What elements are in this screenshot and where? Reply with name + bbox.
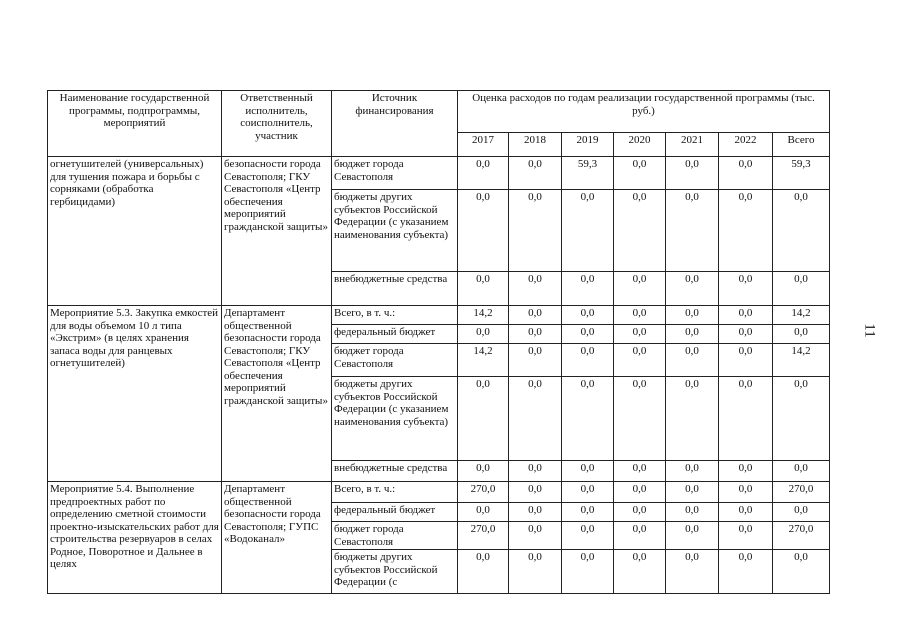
- header-executor: Ответственный исполнитель, соисполнитель, участник: [222, 91, 332, 157]
- year-header: 2017: [458, 133, 509, 157]
- value-cell: 0,0: [719, 190, 773, 272]
- value-cell: 0,0: [562, 272, 614, 306]
- value-cell: 0,0: [509, 550, 562, 594]
- funding-source: бюджет города Севастополя: [332, 157, 458, 190]
- value-cell: 0,0: [614, 157, 666, 190]
- value-cell: 0,0: [614, 325, 666, 344]
- year-header: 2018: [509, 133, 562, 157]
- total-cell: 0,0: [773, 461, 830, 482]
- value-cell: 270,0: [458, 482, 509, 503]
- value-cell: 0,0: [719, 377, 773, 461]
- header-source: Источник финансирования: [332, 91, 458, 157]
- total-cell: 0,0: [773, 503, 830, 522]
- total-cell: 0,0: [773, 550, 830, 594]
- value-cell: 0,0: [458, 325, 509, 344]
- value-cell: 0,0: [666, 461, 719, 482]
- budget-table: [47, 90, 830, 594]
- value-cell: 0,0: [509, 190, 562, 272]
- total-header: Всего: [773, 133, 830, 157]
- value-cell: 14,2: [458, 306, 509, 325]
- total-cell: 0,0: [773, 377, 830, 461]
- funding-source: федеральный бюджет: [332, 325, 458, 344]
- value-cell: 0,0: [509, 272, 562, 306]
- total-cell: 0,0: [773, 325, 830, 344]
- total-cell: 59,3: [773, 157, 830, 190]
- total-cell: 14,2: [773, 306, 830, 325]
- table-row: [48, 157, 830, 190]
- value-cell: 0,0: [509, 157, 562, 190]
- measure-name: Мероприятие 5.4. Выполнение предпроектных работ по определению сметной стоимости проектно-изыскательских работ для строительства резервуаров в селах Родное, Поворотное и Дальнее в целях: [48, 482, 222, 594]
- value-cell: 0,0: [614, 272, 666, 306]
- funding-source: внебюджетные средства: [332, 461, 458, 482]
- value-cell: 0,0: [719, 522, 773, 550]
- table-row: [48, 306, 830, 325]
- value-cell: 0,0: [614, 377, 666, 461]
- value-cell: 0,0: [614, 522, 666, 550]
- value-cell: 0,0: [666, 522, 719, 550]
- funding-source: внебюджетные средства: [332, 272, 458, 306]
- value-cell: 0,0: [719, 272, 773, 306]
- funding-source: Всего, в т. ч.:: [332, 482, 458, 503]
- header-estimate: Оценка расходов по годам реализации государственной программы (тыс. руб.): [458, 91, 830, 133]
- value-cell: 0,0: [719, 306, 773, 325]
- value-cell: 0,0: [509, 461, 562, 482]
- header-name: Наименование государственной программы, подпрограммы, мероприятий: [48, 91, 222, 157]
- year-header: 2022: [719, 133, 773, 157]
- value-cell: 0,0: [562, 377, 614, 461]
- value-cell: 0,0: [509, 377, 562, 461]
- funding-source: бюджеты других субъектов Российской Федерации (с указанием наименования субъекта): [332, 377, 458, 461]
- value-cell: 0,0: [719, 482, 773, 503]
- value-cell: 0,0: [719, 344, 773, 377]
- value-cell: 0,0: [666, 157, 719, 190]
- value-cell: 0,0: [666, 377, 719, 461]
- funding-source: бюджеты других субъектов Российской Федерации (с указанием наименования субъекта): [332, 190, 458, 272]
- value-cell: 0,0: [562, 550, 614, 594]
- total-cell: 270,0: [773, 522, 830, 550]
- value-cell: 0,0: [666, 306, 719, 325]
- value-cell: 270,0: [458, 522, 509, 550]
- value-cell: 0,0: [458, 461, 509, 482]
- value-cell: 0,0: [719, 550, 773, 594]
- year-header: 2020: [614, 133, 666, 157]
- total-cell: 270,0: [773, 482, 830, 503]
- funding-source: бюджеты других субъектов Российской Федерации (с: [332, 550, 458, 594]
- value-cell: 0,0: [614, 190, 666, 272]
- value-cell: 0,0: [509, 344, 562, 377]
- value-cell: 0,0: [562, 306, 614, 325]
- value-cell: 0,0: [719, 461, 773, 482]
- value-cell: 0,0: [666, 503, 719, 522]
- value-cell: 0,0: [562, 522, 614, 550]
- value-cell: 0,0: [666, 550, 719, 594]
- value-cell: 0,0: [458, 272, 509, 306]
- value-cell: 0,0: [562, 482, 614, 503]
- value-cell: 0,0: [509, 503, 562, 522]
- value-cell: 0,0: [719, 157, 773, 190]
- value-cell: 0,0: [509, 482, 562, 503]
- value-cell: 0,0: [614, 503, 666, 522]
- value-cell: 0,0: [562, 190, 614, 272]
- measure-name: огнетушителей (универсальных) для тушения пожара и борьбы с сорняками (обработка гербицидами): [48, 157, 222, 306]
- value-cell: 0,0: [458, 503, 509, 522]
- value-cell: 0,0: [666, 344, 719, 377]
- value-cell: 0,0: [614, 306, 666, 325]
- value-cell: 0,0: [614, 344, 666, 377]
- year-header: 2021: [666, 133, 719, 157]
- value-cell: 0,0: [458, 377, 509, 461]
- executor: безопасности города Севастополя; ГКУ Севастополя «Центр обеспечения мероприятий гражданской защиты»: [222, 157, 332, 306]
- measure-name: Мероприятие 5.3. Закупка емкостей для воды объемом 10 л типа «Экстрим» (в целях хранения запаса воды для ранцевых огнетушителей): [48, 306, 222, 482]
- value-cell: 14,2: [458, 344, 509, 377]
- total-cell: 14,2: [773, 344, 830, 377]
- value-cell: 0,0: [562, 503, 614, 522]
- value-cell: 59,3: [562, 157, 614, 190]
- value-cell: 0,0: [719, 503, 773, 522]
- total-cell: 0,0: [773, 190, 830, 272]
- value-cell: 0,0: [719, 325, 773, 344]
- value-cell: 0,0: [562, 461, 614, 482]
- value-cell: 0,0: [562, 344, 614, 377]
- value-cell: 0,0: [666, 272, 719, 306]
- funding-source: Всего, в т. ч.:: [332, 306, 458, 325]
- value-cell: 0,0: [614, 461, 666, 482]
- year-header: 2019: [562, 133, 614, 157]
- value-cell: 0,0: [614, 550, 666, 594]
- executor: Департамент общественной безопасности города Севастополя; ГУПС «Водоканал»: [222, 482, 332, 594]
- value-cell: 0,0: [458, 550, 509, 594]
- value-cell: 0,0: [458, 157, 509, 190]
- funding-source: бюджет города Севастополя: [332, 344, 458, 377]
- executor: Департамент общественной безопасности города Севастополя; ГКУ Севастополя «Центр обеспечения мероприятий гражданской защиты»: [222, 306, 332, 482]
- value-cell: 0,0: [666, 190, 719, 272]
- page-number: 11: [861, 323, 878, 338]
- value-cell: 0,0: [458, 190, 509, 272]
- funding-source: бюджет города Севастополя: [332, 522, 458, 550]
- funding-source: федеральный бюджет: [332, 503, 458, 522]
- value-cell: 0,0: [666, 482, 719, 503]
- table-row: [48, 482, 830, 503]
- value-cell: 0,0: [509, 325, 562, 344]
- value-cell: 0,0: [614, 482, 666, 503]
- total-cell: 0,0: [773, 272, 830, 306]
- value-cell: 0,0: [666, 325, 719, 344]
- value-cell: 0,0: [562, 325, 614, 344]
- value-cell: 0,0: [509, 522, 562, 550]
- value-cell: 0,0: [509, 306, 562, 325]
